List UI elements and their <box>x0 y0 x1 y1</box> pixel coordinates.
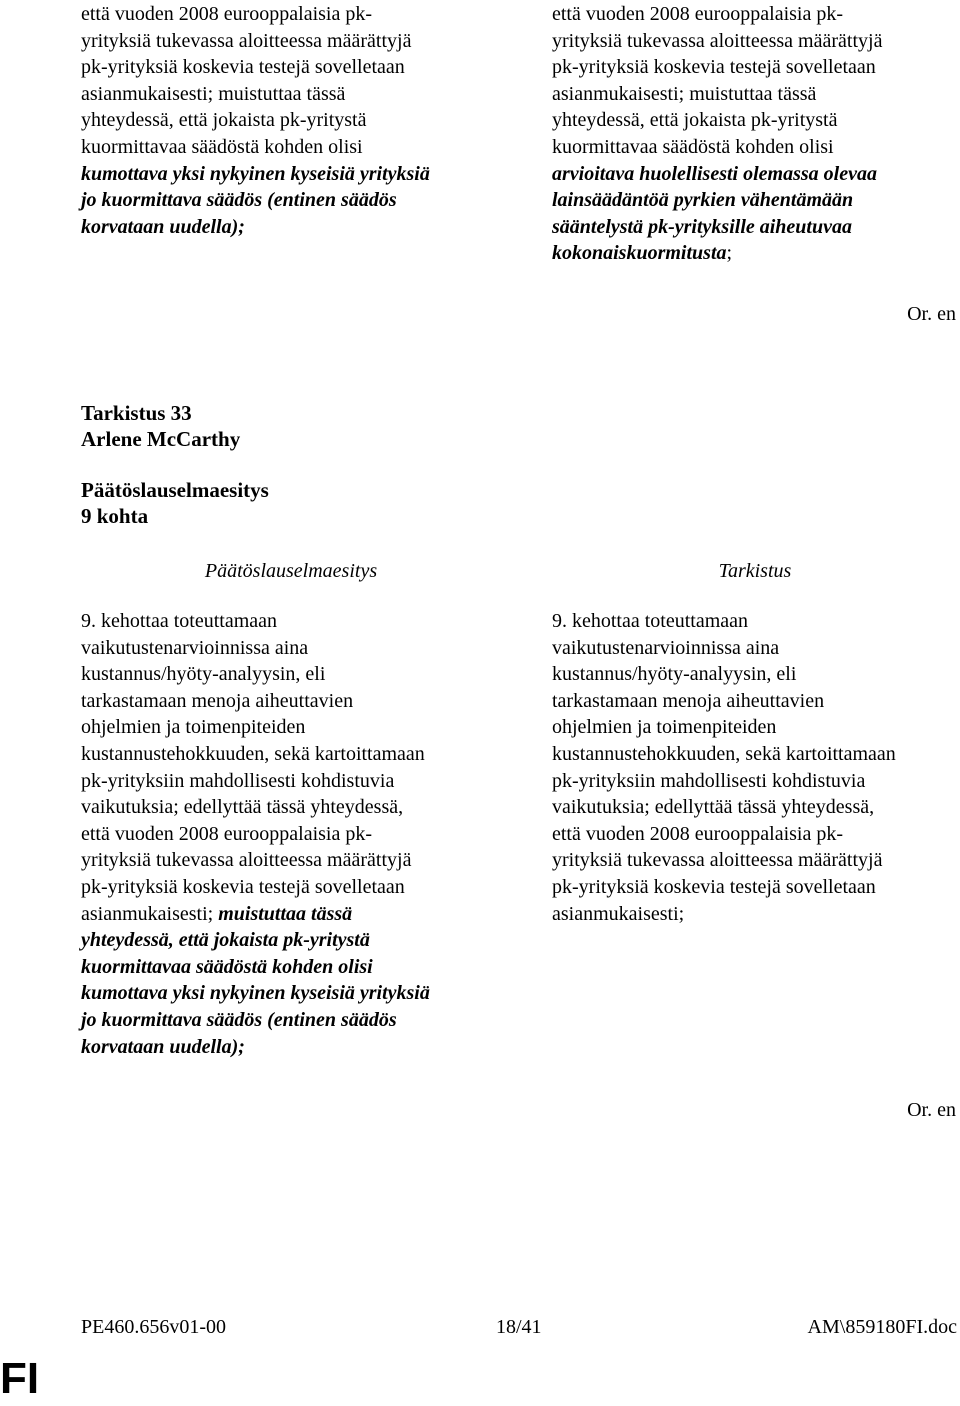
plain-text: asianmukaisesti; <box>81 902 219 925</box>
text-line: vaikutustenarvioinnissa aina <box>552 636 780 659</box>
text-line: yrityksiä tukevassa aloitteessa määrättyjä <box>552 29 883 52</box>
text-line: kustannustehokkuuden, sekä kartoittamaan <box>81 742 425 765</box>
emphasized-text-line: yhteydessä, että jokaista pk-yritystä <box>81 929 370 952</box>
amendment-reference-label: Päätöslauselmaesitys <box>81 478 269 502</box>
text-line: yrityksiä tukevassa aloitteessa määrättyjä <box>552 849 883 872</box>
text-line: 9. kehottaa toteuttamaan <box>81 610 278 632</box>
language-code: FI <box>0 1354 40 1403</box>
text-line: asianmukaisesti; muistuttaa tässä <box>81 82 346 105</box>
text-line: 9. kehottaa toteuttamaan <box>552 610 749 632</box>
text-line: että vuoden 2008 eurooppalaisia pk- <box>81 3 373 25</box>
text-line: yhteydessä, että jokaista pk-yritystä <box>552 109 838 132</box>
text-line: vaikutustenarvioinnissa aina <box>81 636 309 659</box>
emphasized-text-line: kuormittavaa säädöstä kohden olisi <box>81 955 373 978</box>
emphasized-text: kokonaiskuormitusta <box>552 242 727 265</box>
emphasized-text-line: sääntelystä pk-yrityksille aiheutuvaa <box>552 215 852 238</box>
text-line: pk-yrityksiä koskevia testejä sovelletaan <box>81 875 405 898</box>
text-line: ohjelmien ja toimenpiteiden <box>81 716 306 739</box>
text-line: kustannus/hyöty-analyysin, eli <box>81 663 326 686</box>
amendment-reference-item: 9 kohta <box>81 504 149 528</box>
emphasized-text-line: jo kuormittava säädös (entinen säädös <box>81 1008 397 1031</box>
text-line: että vuoden 2008 eurooppalaisia pk- <box>81 822 373 845</box>
text-line: yhteydessä, että jokaista pk-yritystä <box>81 109 367 132</box>
text-line: tarkastamaan menoja aiheuttavien <box>552 689 825 712</box>
emphasized-text-line: kumottava yksi nykyinen kyseisiä yrityksiä <box>81 162 430 185</box>
text-line: pk-yrityksiin mahdollisesti kohdistuvia <box>552 769 866 792</box>
amendment-title: Tarkistus 33 <box>81 401 192 425</box>
text-line: että vuoden 2008 eurooppalaisia pk- <box>552 822 844 845</box>
amendment-author: Arlene McCarthy <box>81 427 241 451</box>
text-line <box>81 901 501 928</box>
text-line: yrityksiä tukevassa aloitteessa määrättyjä <box>81 29 412 52</box>
text-line: pk-yrityksiin mahdollisesti kohdistuvia <box>81 769 395 792</box>
text-line: pk-yrityksiä koskevia testejä sovelletaan <box>552 56 876 79</box>
text-line: asianmukaisesti; muistuttaa tässä <box>552 82 817 105</box>
emphasized-text-line: lainsäädäntöä pyrkien vähentämään <box>552 189 854 212</box>
amendment-text-column <box>552 608 960 927</box>
text-line: kustannustehokkuuden, sekä kartoittamaan <box>552 742 896 765</box>
text-line: että vuoden 2008 eurooppalaisia pk- <box>552 3 844 25</box>
proposal-text-column <box>81 608 501 1060</box>
text-line: kustannus/hyöty-analyysin, eli <box>552 663 797 686</box>
text-line: vaikutuksia; edellyttää tässä yhteydessä, <box>81 796 404 819</box>
emphasized-text-line: kumottava yksi nykyinen kyseisiä yrityksiä <box>81 982 430 1005</box>
text-line: ohjelmien ja toimenpiteiden <box>552 716 777 739</box>
top-left-column <box>81 1 501 240</box>
text-line: asianmukaisesti; <box>552 902 685 925</box>
trailing-punctuation: ; <box>726 242 733 265</box>
text-line: kuormittavaa säädöstä kohden olisi <box>81 135 363 158</box>
original-language-note: Or. en <box>907 1099 956 1121</box>
file-name: AM\859180FI.doc <box>807 1316 957 1338</box>
column-header-amendment: Tarkistus <box>718 560 792 582</box>
text-line: pk-yrityksiä koskevia testejä sovelletaan <box>552 875 876 898</box>
document-reference: PE460.656v01-00 <box>81 1316 226 1338</box>
top-right-column <box>552 1 960 267</box>
text-line: vaikutuksia; edellyttää tässä yhteydessä, <box>552 796 875 819</box>
text-line: kuormittavaa säädöstä kohden olisi <box>552 135 834 158</box>
spacer <box>81 452 269 477</box>
emphasized-text-line: korvataan uudella); <box>81 215 245 238</box>
amendment-heading <box>81 400 269 529</box>
text-line: pk-yrityksiä koskevia testejä sovelletaan <box>81 56 405 79</box>
emphasized-text-line: korvataan uudella); <box>81 1035 245 1058</box>
emphasized-text-line: arvioitava huolellisesti olemassa olevaa <box>552 162 877 185</box>
column-header-proposal: Päätöslauselmaesitys <box>204 560 378 582</box>
original-language-note: Or. en <box>907 303 956 325</box>
emphasized-text: muistuttaa tässä <box>218 902 353 925</box>
text-line <box>552 240 960 267</box>
text-line: tarkastamaan menoja aiheuttavien <box>81 689 354 712</box>
text-line: yrityksiä tukevassa aloitteessa määrättyjä <box>81 849 412 872</box>
emphasized-text-line: jo kuormittava säädös (entinen säädös <box>81 189 397 212</box>
page-number: 18/41 <box>496 1316 542 1338</box>
